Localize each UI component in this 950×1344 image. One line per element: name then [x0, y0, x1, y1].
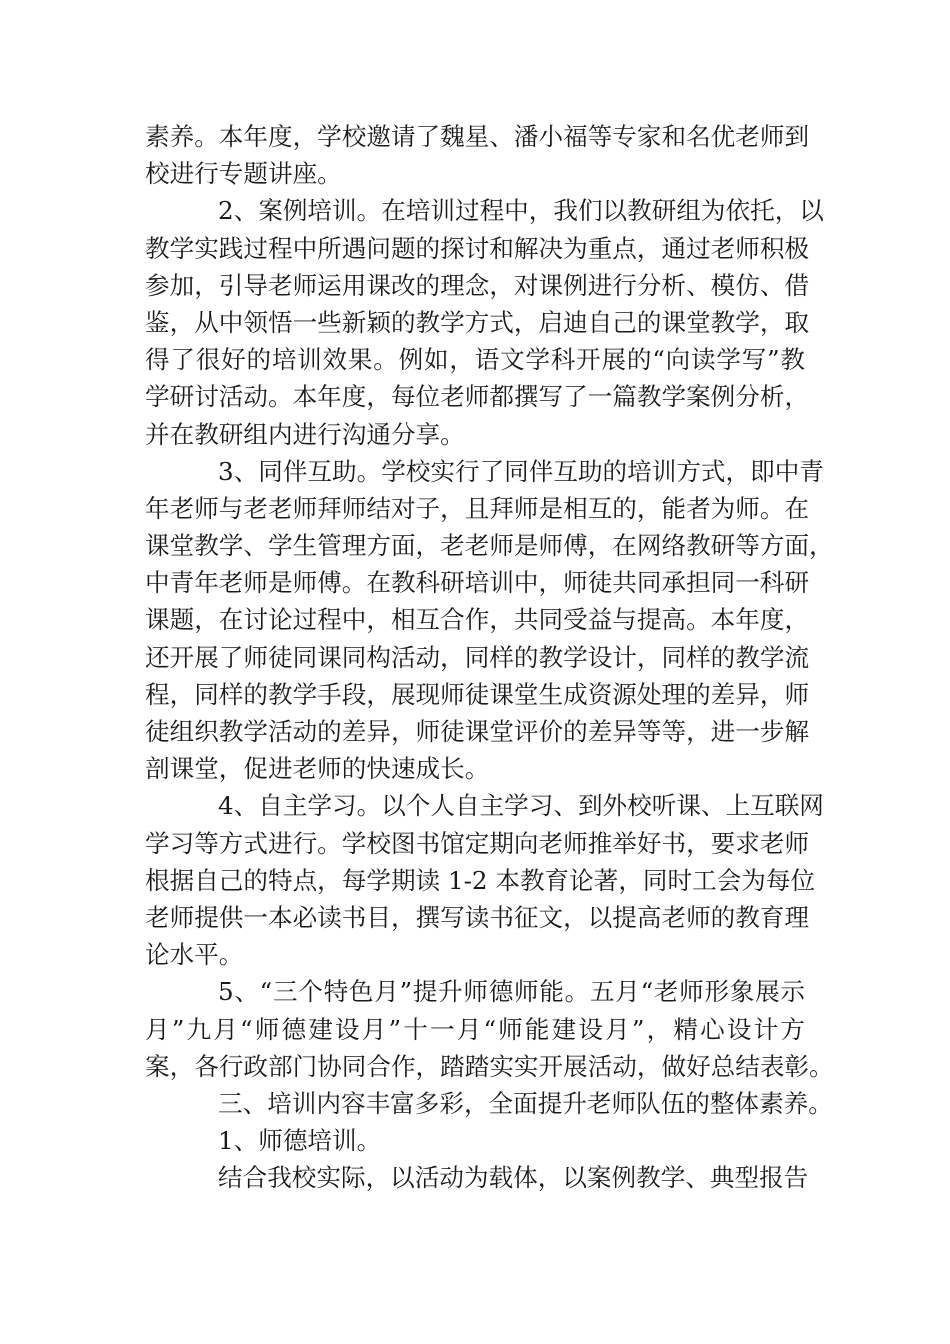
text-line: 学习等方式进行。学校图书馆定期向老师推举好书，要求老师 — [145, 828, 810, 858]
text-line: 根据自己的特点，每学期读 1-2 本教育论著，同时工会为每位 — [145, 865, 816, 895]
text-line: 月”九月“师德建设月”十一月“师能建设月”，精心设计方 — [145, 1014, 805, 1044]
paragraph-heading-case-training: 2、案例培训。在培训过程中，我们以教研组为依托，以 — [218, 196, 824, 226]
paragraph-heading-peer-mentoring: 3、同伴互助。学校实行了同伴互助的培训方式，即中青 — [218, 456, 824, 486]
text-line: 得了很好的培训效果。例如，语文学科开展的“向读学写”教 — [145, 345, 805, 375]
text-line: 学研讨活动。本年度，每位老师都撰写了一篇教学案例分析， — [145, 382, 810, 412]
paragraph-heading-featured-months: 5、“三个特色月”提升师德师能。五月“老师形象展示 — [218, 977, 805, 1007]
text-line: 中青年老师是师傅。在教科研培训中，师徒共同承担同一科研 — [145, 568, 810, 598]
text-line: 论水平。 — [145, 940, 244, 970]
text-line: 课题，在讨论过程中，相互合作，共同受益与提高。本年度， — [145, 605, 810, 635]
paragraph-heading-ethics-training: 1、师德培训。 — [218, 1126, 382, 1156]
text-line: 课堂教学、学生管理方面，老老师是师傅，在网络教研等方面， — [145, 531, 834, 561]
text-line: 老师提供一本必读书目，撰写读书征文，以提高老师的教育理 — [145, 902, 810, 932]
text-line: 素养。本年度，学校邀请了魏星、潘小福等专家和名优老师到 — [145, 122, 810, 151]
text-line: 结合我校实际，以活动为载体，以案例教学、典型报告 — [218, 1163, 809, 1193]
section-heading-training-content: 三、培训内容丰富多彩，全面提升老师队伍的整体素养。 — [218, 1088, 833, 1118]
body-text — [145, 118, 834, 1196]
text-line: 教学实践过程中所遇问题的探讨和解决为重点，通过老师积极 — [145, 233, 810, 263]
text-line: 校进行专题讲座。 — [145, 159, 342, 189]
text-line: 并在教研组内进行沟通分享。 — [145, 419, 465, 449]
paragraph-heading-self-study: 4、自主学习。以个人自主学习、到外校听课、上互联网 — [218, 791, 824, 821]
text-line: 年老师与老老师拜师结对子，且拜师是相互的，能者为师。在 — [145, 493, 810, 523]
text-line: 参加，引导老师运用课改的理念，对课例进行分析、模仿、借 — [145, 270, 810, 300]
text-line: 鉴，从中领悟一些新颖的教学方式，启迪自己的课堂教学，取 — [145, 307, 810, 337]
text-line: 徒组织教学活动的差异，师徒课堂评价的差异等等，进一步解 — [145, 717, 810, 746]
text-line: 程，同样的教学手段，展现师徒课堂生成资源处理的差异，师 — [145, 679, 810, 709]
text-line: 剖课堂，促进老师的快速成长。 — [145, 754, 490, 784]
text-line: 还开展了师徒同课同构活动，同样的教学设计，同样的教学流 — [145, 642, 810, 672]
text-line: 案，各行政部门协同合作，踏踏实实开展活动，做好总结表彰。 — [145, 1051, 834, 1081]
